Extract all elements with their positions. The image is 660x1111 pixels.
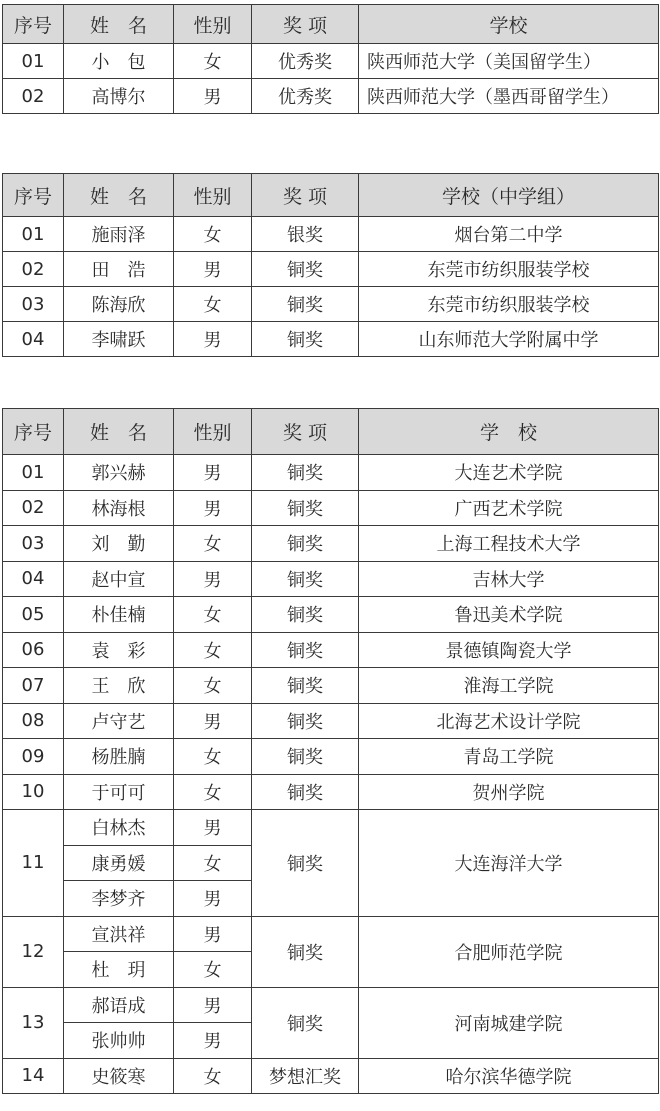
cell-school: 河南城建学院 <box>359 987 659 1058</box>
table-row-group <box>3 916 659 952</box>
cell-award: 铜奖 <box>252 810 359 917</box>
award-table-international <box>2 4 659 114</box>
cell-award: 铜奖 <box>252 774 359 810</box>
table-row <box>3 44 659 79</box>
cell-name: 施雨泽 <box>64 217 174 252</box>
cell-school: 鲁迅美术学院 <box>359 597 659 633</box>
cell-school: 东莞市纺织服装学校 <box>359 287 659 322</box>
header-school: 学校（中学组） <box>359 174 659 217</box>
table-row <box>3 287 659 322</box>
cell-index: 04 <box>3 322 64 357</box>
cell-index: 14 <box>3 1058 64 1094</box>
header-award: 奖 项 <box>252 174 359 217</box>
cell-name: 杜 玥 <box>64 952 174 988</box>
cell-gender: 男 <box>174 916 252 952</box>
table-row <box>3 455 659 491</box>
cell-gender: 男 <box>174 252 252 287</box>
header-name: 姓 名 <box>64 5 174 44</box>
cell-award: 铜奖 <box>252 916 359 987</box>
header-index: 序号 <box>3 409 64 455</box>
table-row <box>3 739 659 775</box>
cell-award: 铜奖 <box>252 597 359 633</box>
cell-gender: 女 <box>174 526 252 562</box>
header-name: 姓 名 <box>64 174 174 217</box>
cell-index: 11 <box>3 810 64 917</box>
cell-gender: 女 <box>174 287 252 322</box>
table-row <box>3 597 659 633</box>
cell-school: 贺州学院 <box>359 774 659 810</box>
cell-name: 康勇媛 <box>64 845 174 881</box>
cell-name: 朴佳楠 <box>64 597 174 633</box>
cell-index: 08 <box>3 703 64 739</box>
cell-school: 合肥师范学院 <box>359 916 659 987</box>
cell-school: 东莞市纺织服装学校 <box>359 252 659 287</box>
cell-gender: 男 <box>174 322 252 357</box>
table-row <box>3 668 659 704</box>
table-row <box>3 703 659 739</box>
cell-index: 02 <box>3 490 64 526</box>
cell-index: 03 <box>3 526 64 562</box>
table-row <box>3 79 659 114</box>
cell-index: 01 <box>3 44 64 79</box>
header-name: 姓 名 <box>64 409 174 455</box>
award-table-university <box>2 408 659 1094</box>
cell-award: 优秀奖 <box>252 44 359 79</box>
cell-gender: 男 <box>174 703 252 739</box>
cell-name: 袁 彩 <box>64 632 174 668</box>
cell-school: 陕西师范大学（墨西哥留学生） <box>359 79 659 114</box>
cell-award: 铜奖 <box>252 561 359 597</box>
cell-gender: 女 <box>174 952 252 988</box>
cell-gender: 女 <box>174 845 252 881</box>
cell-school: 吉林大学 <box>359 561 659 597</box>
cell-school: 广西艺术学院 <box>359 490 659 526</box>
cell-gender: 女 <box>174 774 252 810</box>
cell-award: 铜奖 <box>252 987 359 1058</box>
cell-gender: 女 <box>174 739 252 775</box>
cell-gender: 女 <box>174 632 252 668</box>
cell-name: 于可可 <box>64 774 174 810</box>
cell-gender: 女 <box>174 597 252 633</box>
cell-gender: 男 <box>174 561 252 597</box>
table-row <box>3 252 659 287</box>
cell-award: 铜奖 <box>252 287 359 322</box>
table-row <box>3 490 659 526</box>
cell-award: 铜奖 <box>252 739 359 775</box>
cell-index: 01 <box>3 217 64 252</box>
cell-gender: 女 <box>174 217 252 252</box>
cell-index: 02 <box>3 79 64 114</box>
cell-index: 02 <box>3 252 64 287</box>
cell-name: 陈海欣 <box>64 287 174 322</box>
cell-name: 郭兴赫 <box>64 455 174 491</box>
cell-gender: 男 <box>174 455 252 491</box>
cell-name: 高博尔 <box>64 79 174 114</box>
table-row-group <box>3 987 659 1023</box>
cell-name: 刘 勤 <box>64 526 174 562</box>
table-row <box>3 322 659 357</box>
cell-school: 景德镇陶瓷大学 <box>359 632 659 668</box>
cell-school: 北海艺术设计学院 <box>359 703 659 739</box>
header-award: 奖 项 <box>252 409 359 455</box>
cell-index: 04 <box>3 561 64 597</box>
header-school: 学 校 <box>359 409 659 455</box>
cell-gender: 男 <box>174 987 252 1023</box>
cell-award: 铜奖 <box>252 490 359 526</box>
table-row <box>3 1058 659 1094</box>
cell-gender: 男 <box>174 810 252 846</box>
cell-index: 01 <box>3 455 64 491</box>
header-award: 奖 项 <box>252 5 359 44</box>
cell-gender: 女 <box>174 668 252 704</box>
cell-name: 白林杰 <box>64 810 174 846</box>
cell-index: 06 <box>3 632 64 668</box>
cell-school: 大连艺术学院 <box>359 455 659 491</box>
cell-index: 05 <box>3 597 64 633</box>
cell-award: 银奖 <box>252 217 359 252</box>
cell-name: 林海根 <box>64 490 174 526</box>
cell-gender: 女 <box>174 44 252 79</box>
cell-name: 李啸跃 <box>64 322 174 357</box>
table-header-row <box>3 174 659 217</box>
cell-school: 陕西师范大学（美国留学生） <box>359 44 659 79</box>
cell-gender: 男 <box>174 881 252 917</box>
cell-index: 09 <box>3 739 64 775</box>
cell-name: 王 欣 <box>64 668 174 704</box>
cell-name: 郝语成 <box>64 987 174 1023</box>
cell-award: 铜奖 <box>252 632 359 668</box>
award-table-middle-school <box>2 173 659 357</box>
cell-name: 史筱寒 <box>64 1058 174 1094</box>
cell-name: 杨胜腩 <box>64 739 174 775</box>
cell-index: 07 <box>3 668 64 704</box>
table-row <box>3 561 659 597</box>
cell-index: 13 <box>3 987 64 1058</box>
cell-award: 优秀奖 <box>252 79 359 114</box>
cell-gender: 女 <box>174 1058 252 1094</box>
cell-index: 12 <box>3 916 64 987</box>
table-row-group <box>3 810 659 846</box>
table-header-row <box>3 5 659 44</box>
table-header-row <box>3 409 659 455</box>
header-school: 学校 <box>359 5 659 44</box>
cell-award: 铜奖 <box>252 455 359 491</box>
cell-award: 铜奖 <box>252 322 359 357</box>
cell-gender: 男 <box>174 1023 252 1059</box>
table-row <box>3 526 659 562</box>
header-gender: 性别 <box>174 5 252 44</box>
cell-school: 山东师范大学附属中学 <box>359 322 659 357</box>
cell-name: 宣洪祥 <box>64 916 174 952</box>
cell-name: 卢守艺 <box>64 703 174 739</box>
cell-award: 铜奖 <box>252 668 359 704</box>
cell-index: 10 <box>3 774 64 810</box>
cell-name: 李梦齐 <box>64 881 174 917</box>
cell-award: 铜奖 <box>252 526 359 562</box>
cell-index: 03 <box>3 287 64 322</box>
table-row <box>3 774 659 810</box>
header-gender: 性别 <box>174 174 252 217</box>
cell-award: 铜奖 <box>252 703 359 739</box>
cell-award: 梦想汇奖 <box>252 1058 359 1094</box>
cell-school: 大连海洋大学 <box>359 810 659 917</box>
table-row <box>3 217 659 252</box>
cell-school: 烟台第二中学 <box>359 217 659 252</box>
cell-name: 张帅帅 <box>64 1023 174 1059</box>
table-row <box>3 632 659 668</box>
cell-name: 小 包 <box>64 44 174 79</box>
header-index: 序号 <box>3 5 64 44</box>
cell-school: 淮海工学院 <box>359 668 659 704</box>
cell-award: 铜奖 <box>252 252 359 287</box>
cell-school: 青岛工学院 <box>359 739 659 775</box>
cell-school: 哈尔滨华德学院 <box>359 1058 659 1094</box>
cell-gender: 男 <box>174 490 252 526</box>
cell-gender: 男 <box>174 79 252 114</box>
cell-name: 赵中宣 <box>64 561 174 597</box>
header-gender: 性别 <box>174 409 252 455</box>
cell-school: 上海工程技术大学 <box>359 526 659 562</box>
cell-name: 田 浩 <box>64 252 174 287</box>
header-index: 序号 <box>3 174 64 217</box>
